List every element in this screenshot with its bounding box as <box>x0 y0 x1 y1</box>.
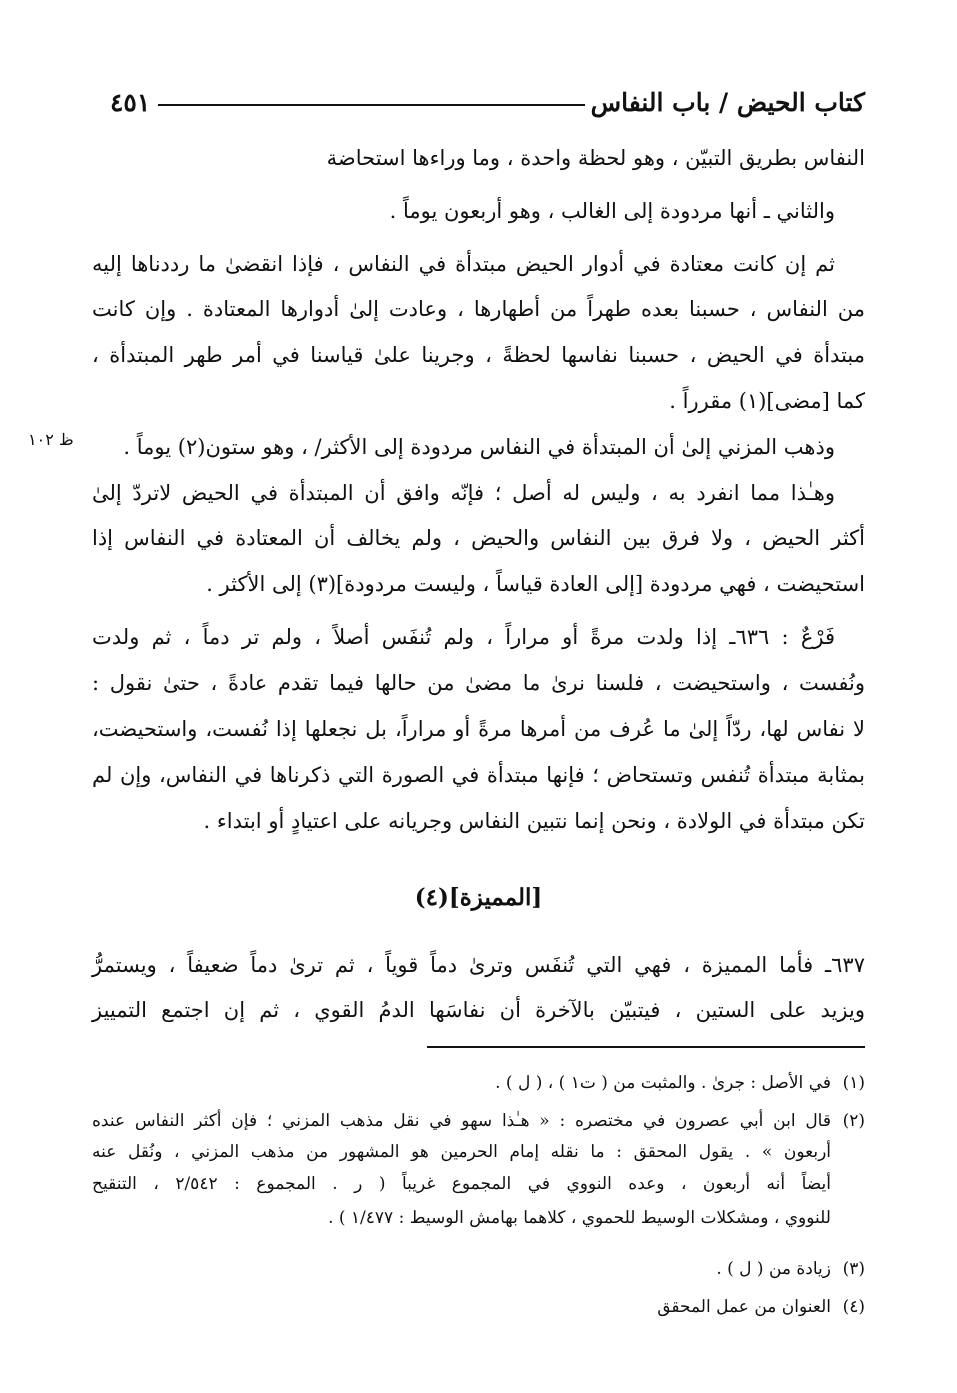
body-line: تكن مبتدأة في الولادة ، ونحن إنما نتبين النفاس وجريانه على اعتيادٍ أو ابتداء . <box>203 809 865 833</box>
body-line: كما [مضى](١) مقرراً . <box>669 389 865 413</box>
footnote-number: (١) <box>842 1073 865 1093</box>
body-line: وذهب المزني إلىٰ أن المبتدأة في النفاس مردودة إلى الأكثر/ ، وهو ستون(٢) يوماً . <box>123 435 835 459</box>
body-line: من النفاس ، حسبنا بعده طهراً من أطهارها ، وعادت إلىٰ أدوارها المعتادة . وإن كانت <box>92 297 865 321</box>
footnote-line: للنووي ، ومشكلات الوسيط للحموي ، كلاهما بهامش الوسيط : ١/٤٧٧ ) . <box>328 1208 831 1228</box>
body-line: لا نفاس لها، ردّاً إلىٰ ما عُرف من أمرها مرةً أو مراراً، بل نجعلها إذا نُفست، واستحيضت، <box>92 717 865 741</box>
footnote-line: أيضاً أنه أربعون ، وعده النووي في المجموع غريباً ( ر . المجموع : ٢/٥٤٢ ، التنقيح <box>92 1174 831 1194</box>
footnote-line: زيادة من ( ل ) . <box>716 1259 831 1279</box>
section-heading: [المميزة](٤) <box>414 884 543 911</box>
body-line: بمثابة مبتدأة تُنفس وتستحاض ؛ فإنها مبتدأة في الصورة التي ذكرناها في النفاس، وإن لم <box>92 763 865 787</box>
footnote-number: (٢) <box>842 1111 865 1131</box>
footnote-line: العنوان من عمل المحقق <box>657 1297 831 1317</box>
body-line: والثاني ـ أنها مردودة إلى الغالب ، وهو أربعون يوماً . <box>389 199 835 223</box>
body-line: ثم إن كانت معتادة في أدوار الحيض مبتدأة في النفاس ، فإذا انقضىٰ ما رددناها إليه <box>92 252 835 276</box>
body-line: أكثر الحيض ، ولا فرق بين النفاس والحيض ، ولم يخالف أن المعتادة في النفاس إذا <box>92 526 865 550</box>
footnote-number: (٤) <box>842 1297 865 1317</box>
page-number: ٤٥١ <box>110 88 151 117</box>
footnote-line: في الأصل : جرىٰ . والمثبت من ( ت١ ) ، ( ل ) . <box>495 1073 831 1093</box>
margin-manuscript-note: ظ ١٠٢ <box>28 430 74 449</box>
footnote-rule <box>427 1046 865 1048</box>
body-line: وهـٰذا مما انفرد به ، وليس له أصل ؛ فإنّه وافق أن المبتدأة في الحيض لاتردّ إلىٰ <box>92 481 835 505</box>
body-line: مبتدأة في الحيض ، حسبنا نفاسها لحظةً ، وجرينا علىٰ قياسنا في أمر طهر المبتدأة ، <box>92 343 865 367</box>
running-header-title: كتاب الحيض / باب النفاس <box>590 88 865 117</box>
body-line: فَرْعٌ : ٦٣٦ـ إذا ولدت مرةً أو مراراً ، ولم تُنفَس أصلاً ، ولم تر دماً ، ثم ولدت <box>92 625 835 649</box>
body-line: ونُفست ، واستحيضت ، فلسنا نرىٰ ما مضىٰ من حالها فيما تقدم عادةً ، حتىٰ نقول : <box>92 671 865 695</box>
body-line: ويزيد على الستين ، فيتبيّن بالآخرة أن نفاسَها الدمُ القوي ، ثم إن اجتمع التمييز <box>92 998 865 1022</box>
body-line: النفاس بطريق التبيّن ، وهو لحظة واحدة ، وما وراءها استحاضة <box>326 146 865 170</box>
footnote-line: قال ابن أبي عصرون في مختصره : « هـٰذا سهو في نقل مذهب المزني ؛ فإن أكثر النفاس عنده <box>92 1111 831 1131</box>
footnote-line: أربعون » . يقول المحقق : ما نقله إمام الحرمين هو المشهور من مذهب المزني ، ونُقل عنه <box>92 1142 831 1162</box>
footnote-number: (٣) <box>842 1259 865 1279</box>
header-rule <box>158 104 585 106</box>
body-line: استحيضت ، فهي مردودة [إلى العادة قياساً ، وليست مردودة](٣) إلى الأكثر . <box>206 572 865 596</box>
body-line: ٦٣٧ـ فأما المميزة ، فهي التي تُنفَس وترىٰ دماً قوياً ، ثم ترىٰ دماً ضعيفاً ، ويستمرُّ <box>92 953 865 977</box>
